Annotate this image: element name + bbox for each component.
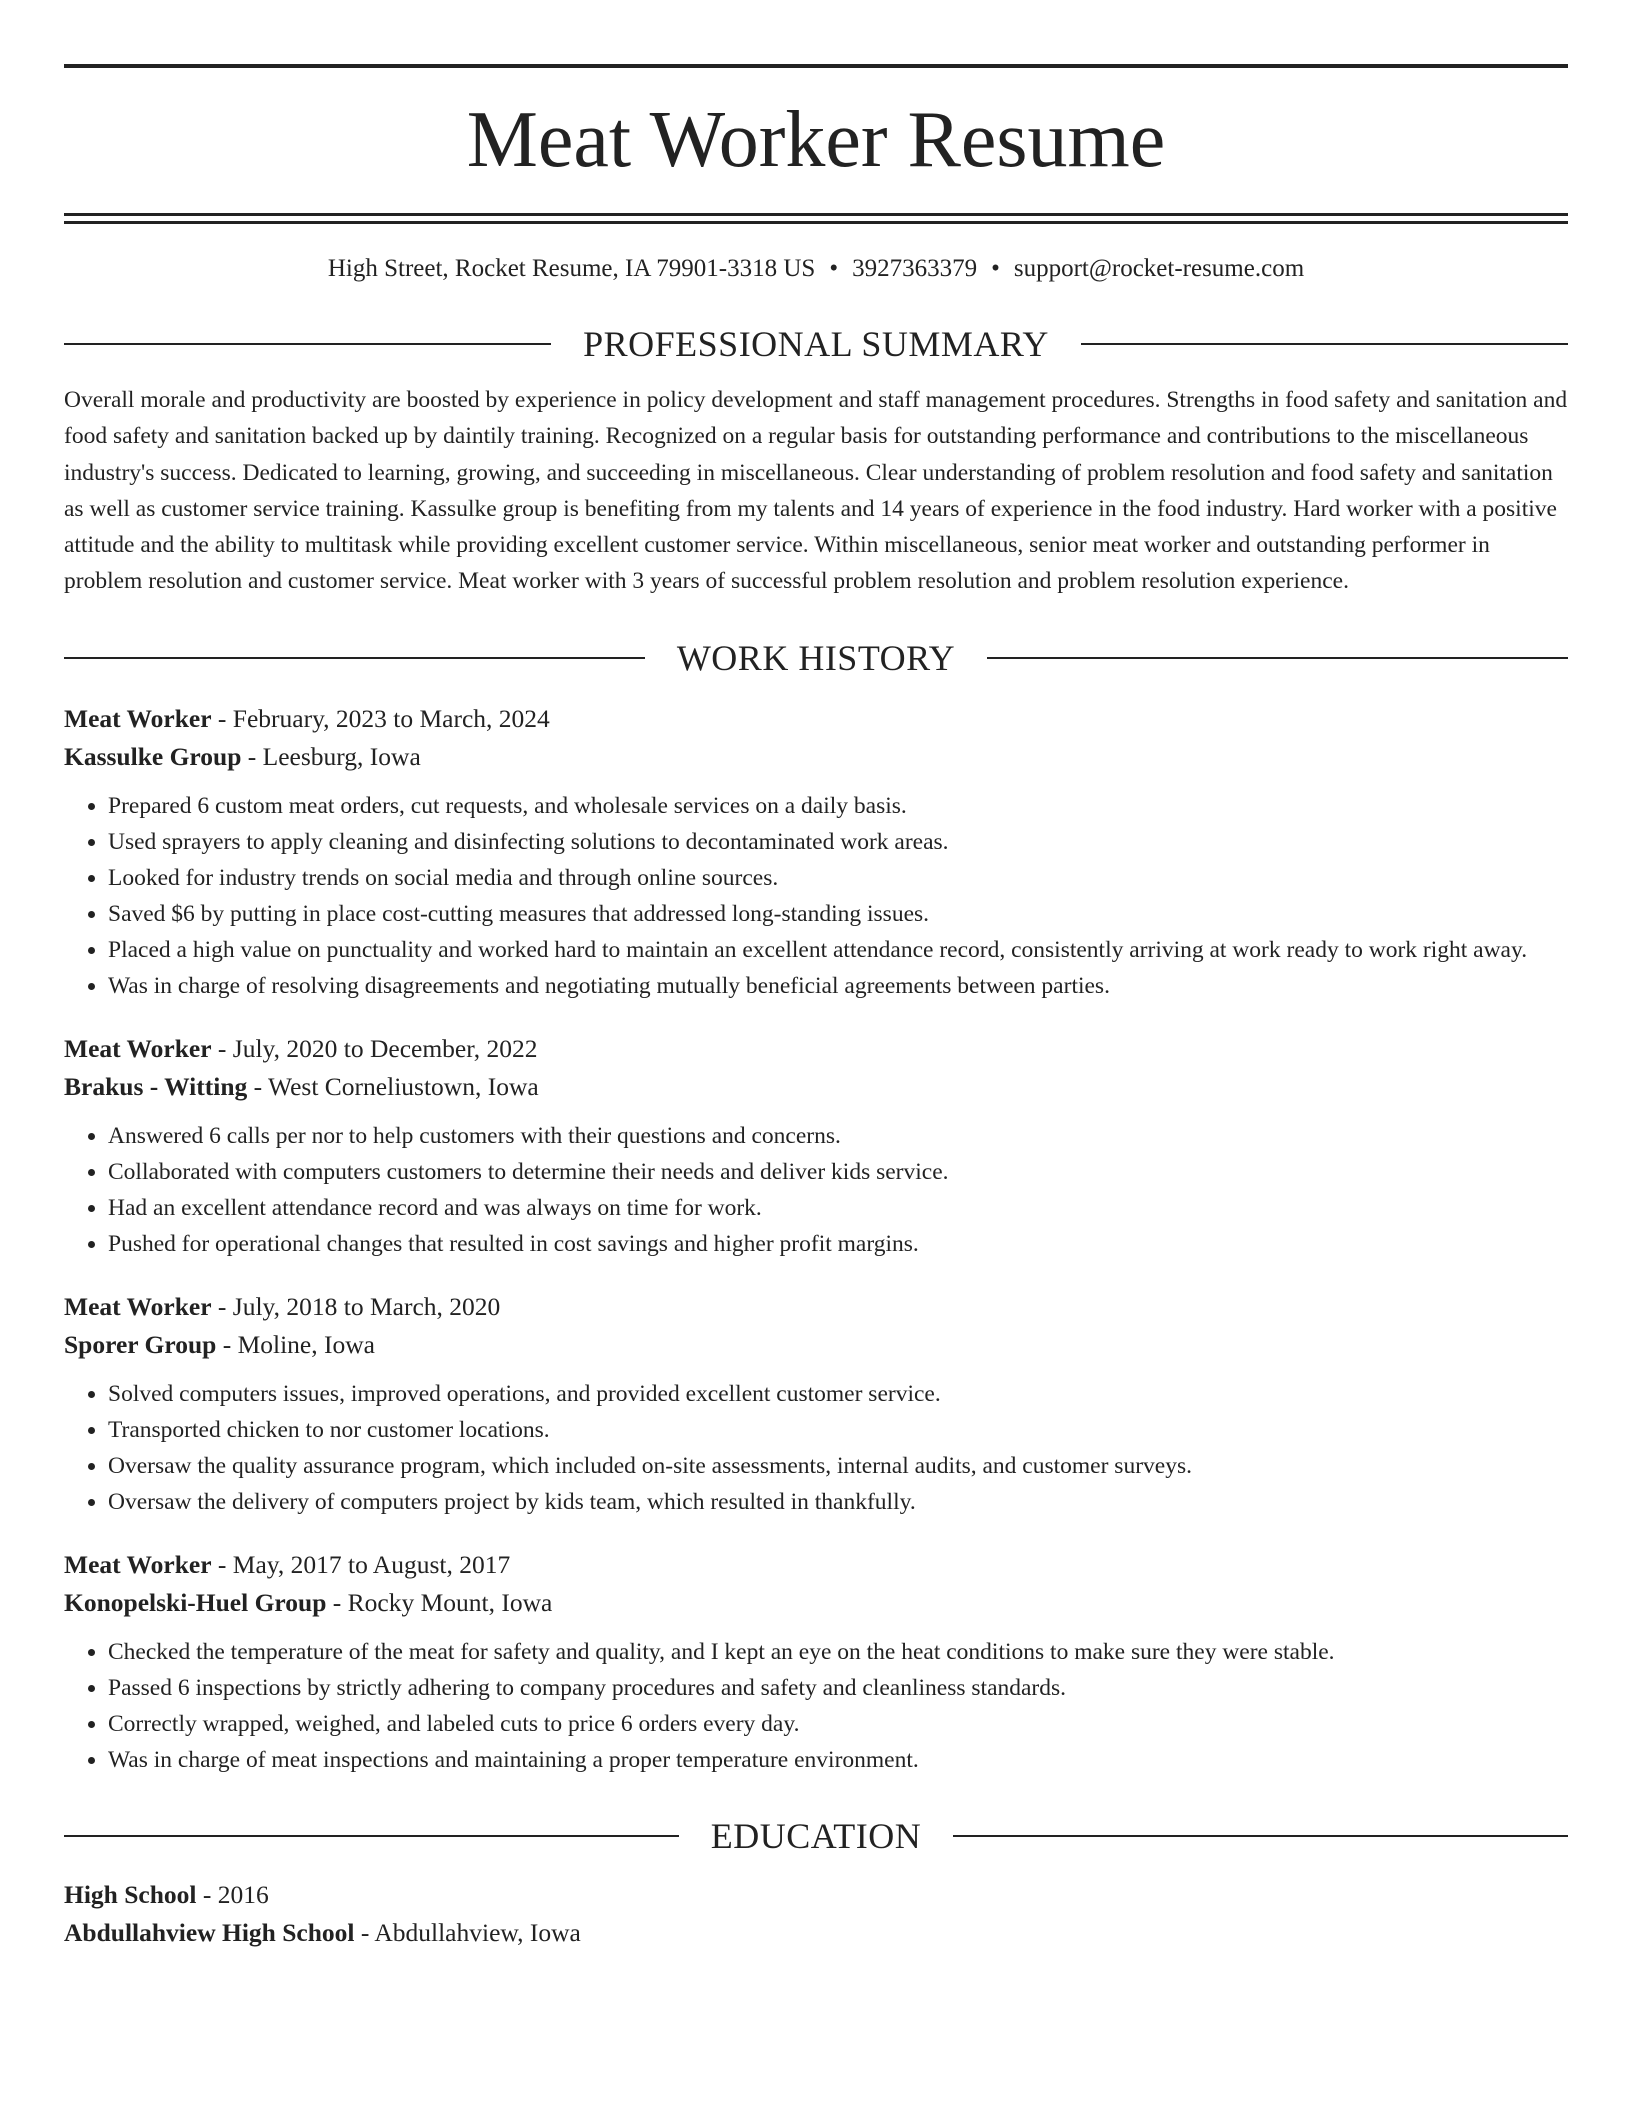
job-title-line: [64, 1546, 1568, 1584]
duty-item: • Collaborated with computers customers to determine their needs and deliver kids service.: [108, 1154, 1568, 1190]
contact-separator: •: [829, 255, 839, 282]
contact-separator: •: [991, 255, 1000, 282]
job-company-line: [64, 738, 1568, 776]
job-title-line: [64, 700, 1568, 738]
summary-heading-label: PROFESSIONAL SUMMARY: [583, 324, 1049, 364]
duty-item: • Was in charge of resolving disagreements and negotiating mutually beneficial agreements between parties.: [108, 968, 1568, 1004]
duty-item: • Looked for industry trends on social media and through online sources.: [108, 860, 1568, 896]
heading-rule-left: [64, 1835, 679, 1837]
job-dates: - July, 2018 to March, 2020: [211, 1291, 501, 1321]
summary-heading: [64, 324, 1568, 364]
education-heading: [64, 1816, 1568, 1856]
job-duties: [64, 788, 1568, 1004]
job-title: Meat Worker: [64, 1033, 212, 1063]
job-location: - Rocky Mount, Iowa: [326, 1587, 553, 1617]
education-location: - Abdullahview, Iowa: [354, 1917, 581, 1947]
job-entry: [64, 1546, 1568, 1778]
duty-item: • Passed 6 inspections by strictly adhering to company procedures and safety and cleanliness standards.: [108, 1670, 1568, 1706]
heading-rule-left: [64, 657, 645, 659]
duty-item: • Placed a high value on punctuality and worked hard to maintain an excellent attendance record, consistently arriving at work ready to work right away.: [108, 932, 1568, 968]
contact-line: [64, 252, 1568, 286]
job-location: - Leesburg, Iowa: [241, 741, 421, 771]
job-dates: - July, 2020 to December, 2022: [211, 1033, 538, 1063]
duty-item: • Prepared 6 custom meat orders, cut requests, and wholesale services on a daily basis.: [108, 788, 1568, 824]
duty-item: • Used sprayers to apply cleaning and disinfecting solutions to decontaminated work areas.: [108, 824, 1568, 860]
work-history-heading-label: WORK HISTORY: [676, 637, 956, 678]
education-entry: [64, 1876, 1568, 1952]
education-school: Abdullahview High School: [64, 1917, 355, 1947]
education-degree: High School: [64, 1879, 197, 1909]
resume-title: Meat Worker Resume: [466, 96, 1166, 184]
work-history-heading: [64, 638, 1568, 678]
heading-rule-right: [987, 657, 1568, 659]
duty-item: • Pushed for operational changes that resulted in cost savings and higher profit margins.: [108, 1226, 1568, 1262]
heading-rule-left: [64, 343, 551, 345]
top-rule: [64, 64, 1568, 68]
education-heading-label: EDUCATION: [710, 1815, 922, 1856]
education-school-line: [64, 1914, 1568, 1952]
job-company-line: [64, 1584, 1568, 1622]
job-company: Kassulke Group: [64, 741, 242, 771]
job-company: Sporer Group: [64, 1329, 217, 1359]
contact-email: support@rocket-resume.com: [1013, 255, 1305, 282]
job-location: - Moline, Iowa: [216, 1329, 375, 1359]
duty-item: • Solved computers issues, improved operations, and provided excellent customer service.: [108, 1376, 1568, 1412]
duty-item: • Oversaw the delivery of computers project by kids team, which resulted in thankfully.: [108, 1484, 1568, 1520]
education-year: - 2016: [196, 1879, 269, 1909]
contact-address: High Street, Rocket Resume, IA 79901-3318 US: [327, 255, 816, 282]
job-title: Meat Worker: [64, 1291, 212, 1321]
duty-item: • Transported chicken to nor customer locations.: [108, 1412, 1568, 1448]
job-dates: - February, 2023 to March, 2024: [211, 703, 550, 733]
duty-item: • Was in charge of meat inspections and maintaining a proper temperature environment.: [108, 1742, 1568, 1778]
job-title: Meat Worker: [64, 1549, 212, 1579]
job-company-line: [64, 1068, 1568, 1106]
job-location: - West Corneliustown, Iowa: [247, 1071, 539, 1101]
professional-summary: Overall morale and productivity are boosted by experience in policy development and staff management procedures. Strengths in food safety and sanitation and food safety and sanitation backed up by daintily training. Recognized on a regular basis for outstanding performance and contributions to the miscellaneous industry's success. Dedicated to learning, growing, and succeeding in miscellaneous. Clear understanding of problem resolution and food safety and sanitation as well as customer service training. Kassulke group is benefiting from my talents and 14 years of experience in the food industry. Hard worker with a positive attitude and the ability to multitask while providing excellent customer service. Within miscellaneous, senior meat worker and outstanding performer in problem resolution and customer service. Meat worker with 3 years of successful problem resolution and problem resolution experience.: [64, 387, 1568, 595]
duty-item: • Saved $6 by putting in place cost-cutting measures that addressed long-standing issues.: [108, 896, 1568, 932]
job-title-line: [64, 1030, 1568, 1068]
title-double-rule: [64, 213, 1568, 224]
job-title: Meat Worker: [64, 703, 212, 733]
job-title-line: [64, 1288, 1568, 1326]
duty-item: • Checked the temperature of the meat for safety and quality, and I kept an eye on the heat conditions to make sure they were stable.: [108, 1634, 1568, 1670]
job-entry: [64, 700, 1568, 1004]
job-company: Brakus - Witting: [64, 1071, 248, 1101]
duty-item: • Had an excellent attendance record and was always on time for work.: [108, 1190, 1568, 1226]
job-dates: - May, 2017 to August, 2017: [211, 1549, 511, 1579]
duty-item: • Correctly wrapped, weighed, and labeled cuts to price 6 orders every day.: [108, 1706, 1568, 1742]
job-duties: [64, 1634, 1568, 1778]
job-entry: [64, 1288, 1568, 1520]
job-entry: [64, 1030, 1568, 1262]
job-company-line: [64, 1326, 1568, 1364]
job-duties: [64, 1376, 1568, 1520]
job-duties: [64, 1118, 1568, 1262]
heading-rule-right: [1081, 343, 1568, 345]
duty-item: • Oversaw the quality assurance program, which included on-site assessments, internal audits, and customer surveys.: [108, 1448, 1568, 1484]
contact-phone: 3927363379: [852, 255, 978, 282]
heading-rule-right: [953, 1835, 1568, 1837]
job-company: Konopelski-Huel Group: [64, 1587, 327, 1617]
education-degree-line: [64, 1876, 1568, 1914]
duty-item: • Answered 6 calls per nor to help customers with their questions and concerns.: [108, 1118, 1568, 1154]
